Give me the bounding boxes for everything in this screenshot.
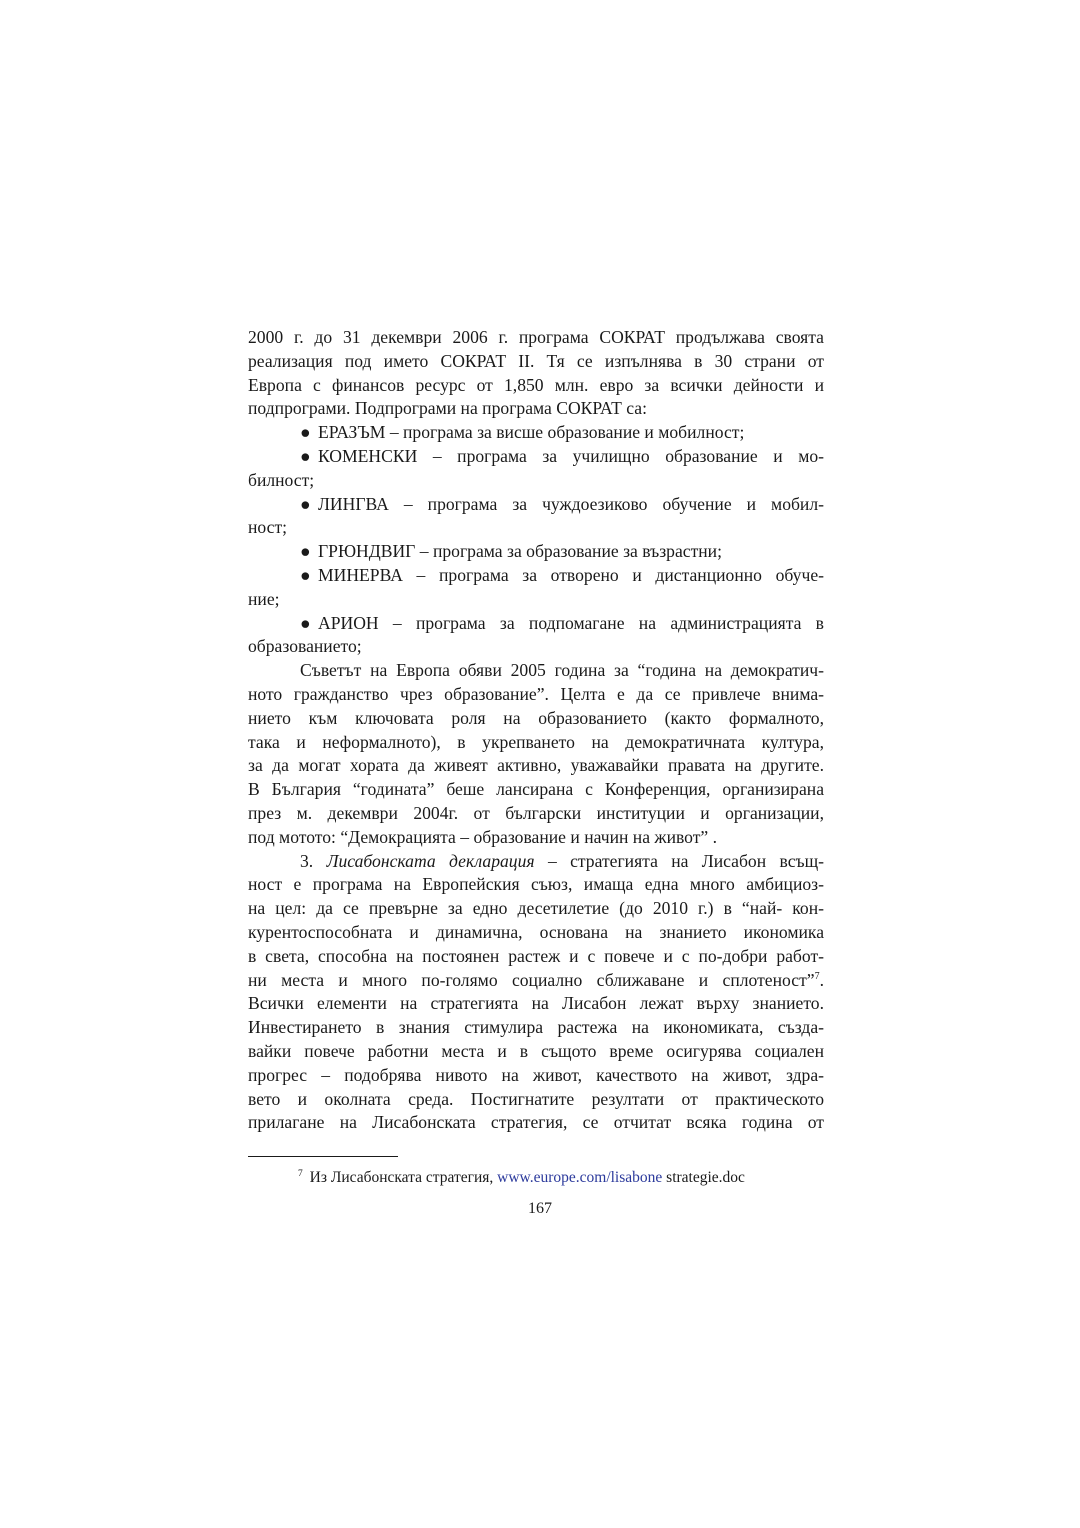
footnote <box>298 1168 745 1188</box>
text-line: 2000 г. до 31 декември 2006 г. програма СОКРАТ продължава своята <box>248 327 824 347</box>
paragraph-lisbon-declaration <box>248 850 824 1136</box>
text-line: подпрограми. Подпрограми на програма СОКРАТ са: <box>248 398 647 419</box>
text-line: на цел: да се превърне за едно десетилетие (до 2010 г.) в “най- кон- <box>248 898 824 919</box>
footnote-link[interactable]: www.europe.com/lisabone <box>497 1169 663 1186</box>
list-item-line <box>248 493 824 517</box>
list-item-line <box>248 421 824 445</box>
subprogram-list <box>248 421 824 659</box>
list-item-continuation: ност; <box>248 517 288 538</box>
text-line: курентоспособната и динамична, основана на знанието икономика <box>248 921 824 942</box>
list-item-text: МИНЕРВА – програма за отворено и дистанционно обуче- <box>318 564 824 585</box>
text-line: Инвестирането в знания стимулира растежа на икономиката, създа- <box>248 1017 824 1038</box>
text-line: под мотото: “Демокрацията – образование и начин на живот” . <box>248 826 718 847</box>
text-line: вето и околната среда. Постигнатите резултати от практическото <box>248 1088 824 1109</box>
list-item-line <box>248 540 824 564</box>
list-item-continuation: билност; <box>248 469 315 490</box>
text-line: нието към ключовата роля на образованието (както формалното, <box>248 707 824 728</box>
text-line <box>248 850 824 874</box>
bullet-icon: ● <box>300 493 311 514</box>
list-item <box>248 540 824 564</box>
list-item-text: ЛИНГВА – програма за чуждоезиково обучение и мобил- <box>318 493 824 514</box>
bullet-icon: ● <box>300 564 311 585</box>
list-item-continuation: образованието; <box>248 636 362 657</box>
page-body-text <box>248 326 824 1135</box>
list-item-line <box>248 564 824 588</box>
text-fragment: . <box>819 969 824 990</box>
bullet-icon: ● <box>300 612 311 633</box>
text-line: вайки повече работни места и в същото време осигурява социален <box>248 1040 824 1061</box>
text-line: реализация под името СОКРАТ II. Тя се изпълнява в 30 страни от <box>248 350 824 371</box>
text-line: Съветът на Европа обяви 2005 година за “година на демократич- <box>300 660 824 681</box>
list-item-text: АРИОН – програма за подпомагане на администрацията в <box>318 612 824 633</box>
text-line: за да могат хората да живеят активно, уважавайки правата на другите. <box>248 755 824 776</box>
paragraph-intro <box>248 326 824 421</box>
list-item <box>248 493 824 541</box>
footnote-reference[interactable]: 7 <box>814 970 820 982</box>
section-title: Лисабонската декларация <box>326 850 535 871</box>
bullet-icon: ● <box>300 541 311 562</box>
bullet-icon: ● <box>300 422 311 443</box>
text-line: В България “годината” беше лансирана с Конференция, организирана <box>248 779 824 800</box>
list-item-text: ГРЮНДВИГ – програма за образование за възрастни; <box>318 541 722 562</box>
footnote-text: Из Лисабонската стратегия, <box>305 1169 498 1186</box>
text-line: ното гражданство чрез образование”. Целта е да се привлече внима- <box>248 683 824 704</box>
page-number: 167 <box>528 1200 552 1217</box>
list-item <box>248 564 824 612</box>
list-item-continuation: ние; <box>248 588 280 609</box>
text-line: така и неформалното), в укрепването на демократичната култура, <box>248 731 824 752</box>
text-fragment: – стратегията на Лисабон всъщ- <box>534 850 825 871</box>
text-line: Всички елементи на стратегията на Лисабон лежат върху знанието. <box>248 993 824 1014</box>
footnote-mark: 7 <box>298 1168 303 1179</box>
text-line <box>248 969 824 993</box>
footnote-text-end: strategie.doc <box>662 1169 745 1186</box>
list-item-text: КОМЕНСКИ – програма за училищно образование и мо- <box>318 445 824 466</box>
bullet-icon: ● <box>300 445 311 466</box>
text-line: през м. декември 2004г. от български институции и организации, <box>248 802 824 823</box>
footnote-divider <box>248 1156 398 1157</box>
list-item <box>248 445 824 493</box>
text-fragment: ни места и много по-голямо социално сближаване и сплотеност” <box>248 969 815 990</box>
text-line: ност е програма на Европейския съюз, имаща една много амбициоз- <box>248 874 824 895</box>
text-line: Европа с финансов ресурс от 1,850 млн. евро за всички дейности и <box>248 374 824 395</box>
text-line: прилагане на Лисабонската стратегия, се отчитат всяка година от <box>248 1112 824 1133</box>
text-line: прогрес – подобрява нивото на живот, качеството на живот, здра- <box>248 1064 824 1085</box>
list-item <box>248 612 824 660</box>
text-line: в света, способна на постоянен растеж и с повече и с по-добри работ- <box>248 945 824 966</box>
list-item-text: ЕРАЗЪМ – програма за висше образование и мобилност; <box>318 422 745 443</box>
list-item <box>248 421 824 445</box>
list-item-line <box>248 612 824 636</box>
section-number: 3. <box>300 850 314 871</box>
paragraph-council-of-europe <box>248 659 824 849</box>
list-item-line <box>248 445 824 469</box>
